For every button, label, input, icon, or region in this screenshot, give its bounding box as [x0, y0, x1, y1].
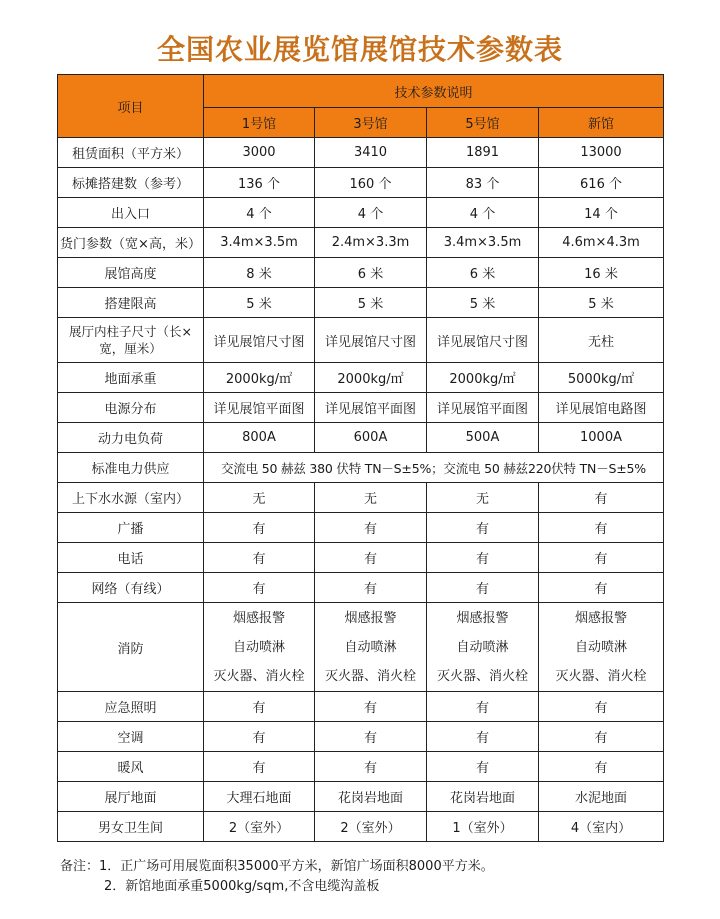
- table-row: [58, 363, 664, 393]
- row-label: 上下水水源（室内）: [58, 483, 204, 513]
- table-cell: 2（室外）: [315, 812, 427, 842]
- row-label: 出入口: [58, 198, 204, 228]
- header-hall-1: 1号馆: [204, 108, 315, 138]
- fire-item: 自动喷淋: [456, 639, 509, 655]
- row-label: 租赁面积（平方米）: [58, 138, 204, 168]
- table-cell: 有: [315, 752, 427, 782]
- table-cell: 有: [539, 573, 664, 603]
- table-cell: 5 米: [204, 288, 315, 318]
- table-row: [58, 722, 664, 752]
- table-cell: 4（室内）: [539, 812, 664, 842]
- table-cell: 有: [315, 692, 427, 722]
- table-row: [58, 812, 664, 842]
- table-cell: 有: [427, 692, 539, 722]
- table-cell: 有: [204, 722, 315, 752]
- row-label: 网络（有线）: [58, 573, 204, 603]
- row-label: 男女卫生间: [58, 812, 204, 842]
- fire-item: 烟感报警: [456, 610, 509, 626]
- table-cell: 有: [539, 543, 664, 573]
- table-row: [58, 692, 664, 722]
- header-hall-3: 3号馆: [315, 108, 427, 138]
- table-cell: 无: [204, 483, 315, 513]
- table-cell: 有: [539, 513, 664, 543]
- table-cell: 花岗岩地面: [427, 782, 539, 812]
- table-cell: 1891: [427, 138, 539, 168]
- table-cell: 有: [315, 573, 427, 603]
- table-cell: 水泥地面: [539, 782, 664, 812]
- table-cell: 有: [539, 722, 664, 752]
- table-cell: 有: [539, 752, 664, 782]
- table-cell: 详见展馆尺寸图: [427, 318, 539, 363]
- table-cell: 详见展馆尺寸图: [315, 318, 427, 363]
- table-row: [58, 543, 664, 573]
- table-cell: 2（室外）: [204, 812, 315, 842]
- row-label: 地面承重: [58, 363, 204, 393]
- table-cell: 5 米: [427, 288, 539, 318]
- table-cell: 详见展馆平面图: [427, 393, 539, 423]
- table-cell: 500A: [427, 423, 539, 453]
- note-item: 1．正广场可用展览面积35000平方米，新馆广场面积8000平方米。: [99, 859, 494, 874]
- header-item: 项目: [58, 75, 204, 138]
- table-cell: 800A: [204, 423, 315, 453]
- table-cell: 有: [427, 513, 539, 543]
- row-label: 展厅内柱子尺寸（长×宽，厘米）: [58, 318, 204, 363]
- table-cell: 616 个: [539, 168, 664, 198]
- table-cell: 有: [315, 543, 427, 573]
- row-label: 电源分布: [58, 393, 204, 423]
- table-cell: 详见展馆平面图: [204, 393, 315, 423]
- table-cell: 14 个: [539, 198, 664, 228]
- table-cell: 无柱: [539, 318, 664, 363]
- table-cell: 有: [315, 722, 427, 752]
- row-label: 电话: [58, 543, 204, 573]
- table-cell-span: 交流电 50 赫兹 380 伏特 TN－S±5%；交流电 50 赫兹220伏特 TN－S±5%: [204, 453, 664, 483]
- table-cell: 5 米: [315, 288, 427, 318]
- fire-item: 灭火器、消火栓: [436, 668, 528, 684]
- table-row: [58, 513, 664, 543]
- table-cell: 4 个: [427, 198, 539, 228]
- table-cell: 有: [204, 513, 315, 543]
- table-cell: 有: [427, 722, 539, 752]
- row-label: 动力电负荷: [58, 423, 204, 453]
- header-group: 技术参数说明: [204, 75, 664, 108]
- table-cell: 4 个: [315, 198, 427, 228]
- table-cell: [427, 603, 539, 692]
- table-cell: 5000kg/㎡: [539, 363, 664, 393]
- table-cell: 3410: [315, 138, 427, 168]
- fire-item: 灭火器、消火栓: [555, 668, 647, 684]
- row-label: 标摊搭建数（参考）: [58, 168, 204, 198]
- fire-item: 烟感报警: [232, 610, 285, 626]
- table-cell: 5 米: [539, 288, 664, 318]
- table-cell: 6 米: [427, 258, 539, 288]
- table-row: [58, 573, 664, 603]
- table-cell: 2000kg/㎡: [427, 363, 539, 393]
- table-row: [58, 288, 664, 318]
- row-label: 搭建限高: [58, 288, 204, 318]
- header-hall-5: 5号馆: [427, 108, 539, 138]
- table-cell: 大理石地面: [204, 782, 315, 812]
- table-cell: 3000: [204, 138, 315, 168]
- table-cell: 4.6m×4.3m: [539, 228, 664, 258]
- table-row: [58, 168, 664, 198]
- table-cell: 136 个: [204, 168, 315, 198]
- table-cell: 有: [315, 513, 427, 543]
- table-cell: 无: [315, 483, 427, 513]
- notes: [60, 857, 494, 897]
- table-cell: 有: [427, 543, 539, 573]
- page-title: 全国农业展览馆展馆技术参数表: [156, 33, 563, 66]
- table-cell: 2000kg/㎡: [204, 363, 315, 393]
- spec-table: [57, 74, 664, 842]
- table-cell: 6 米: [315, 258, 427, 288]
- table-cell: 有: [204, 543, 315, 573]
- fire-item: 自动喷淋: [344, 639, 397, 655]
- fire-item: 灭火器、消火栓: [324, 668, 416, 684]
- table-row: [58, 752, 664, 782]
- table-cell: 4 个: [204, 198, 315, 228]
- table-cell: 2000kg/㎡: [315, 363, 427, 393]
- table-row: [58, 198, 664, 228]
- table-cell: 2.4m×3.3m: [315, 228, 427, 258]
- table-cell: [204, 603, 315, 692]
- table-cell: 83 个: [427, 168, 539, 198]
- table-row: [58, 603, 664, 692]
- table-cell: 3.4m×3.5m: [204, 228, 315, 258]
- table-cell: 160 个: [315, 168, 427, 198]
- row-label: 暖风: [58, 752, 204, 782]
- note-item: 2．新馆地面承重5000kg/sqm,不含电缆沟盖板: [104, 879, 380, 894]
- table-cell: 有: [427, 752, 539, 782]
- table-row: [58, 453, 664, 483]
- row-label: 消防: [58, 603, 204, 692]
- table-cell: [315, 603, 427, 692]
- table-cell: 花岗岩地面: [315, 782, 427, 812]
- table-cell: 8 米: [204, 258, 315, 288]
- table-cell: [539, 603, 664, 692]
- fire-item: 烟感报警: [344, 610, 397, 626]
- notes-prefix: 备注：: [60, 859, 100, 874]
- table-cell: 16 米: [539, 258, 664, 288]
- row-label: 广播: [58, 513, 204, 543]
- row-label: 标准电力供应: [58, 453, 204, 483]
- table-row: [58, 258, 664, 288]
- row-label: 空调: [58, 722, 204, 752]
- table-cell: 详见展馆尺寸图: [204, 318, 315, 363]
- table-row: [58, 138, 664, 168]
- table-cell: 有: [427, 573, 539, 603]
- table-row: [58, 228, 664, 258]
- row-label: 应急照明: [58, 692, 204, 722]
- fire-item: 烟感报警: [575, 610, 628, 626]
- table-cell: 详见展馆电路图: [539, 393, 664, 423]
- table-cell: 1（室外）: [427, 812, 539, 842]
- table-row: [58, 318, 664, 363]
- table-row: [58, 483, 664, 513]
- table-row: [58, 393, 664, 423]
- table-cell: 详见展馆平面图: [315, 393, 427, 423]
- fire-item: 灭火器、消火栓: [213, 668, 305, 684]
- fire-item: 自动喷淋: [232, 639, 285, 655]
- table-cell: 有: [204, 752, 315, 782]
- row-label: 货门参数（宽×高，米）: [58, 228, 204, 258]
- table-cell: 有: [204, 573, 315, 603]
- table-cell: 1000A: [539, 423, 664, 453]
- table-row: [58, 782, 664, 812]
- table-cell: 无: [427, 483, 539, 513]
- header-hall-new: 新馆: [539, 108, 664, 138]
- row-label: 展厅地面: [58, 782, 204, 812]
- table-row: [58, 423, 664, 453]
- table-cell: 有: [204, 692, 315, 722]
- table-cell: 600A: [315, 423, 427, 453]
- table-cell: 13000: [539, 138, 664, 168]
- table-cell: 3.4m×3.5m: [427, 228, 539, 258]
- table-cell: 有: [539, 483, 664, 513]
- row-label: 展馆高度: [58, 258, 204, 288]
- fire-item: 自动喷淋: [575, 639, 628, 655]
- table-cell: 有: [539, 692, 664, 722]
